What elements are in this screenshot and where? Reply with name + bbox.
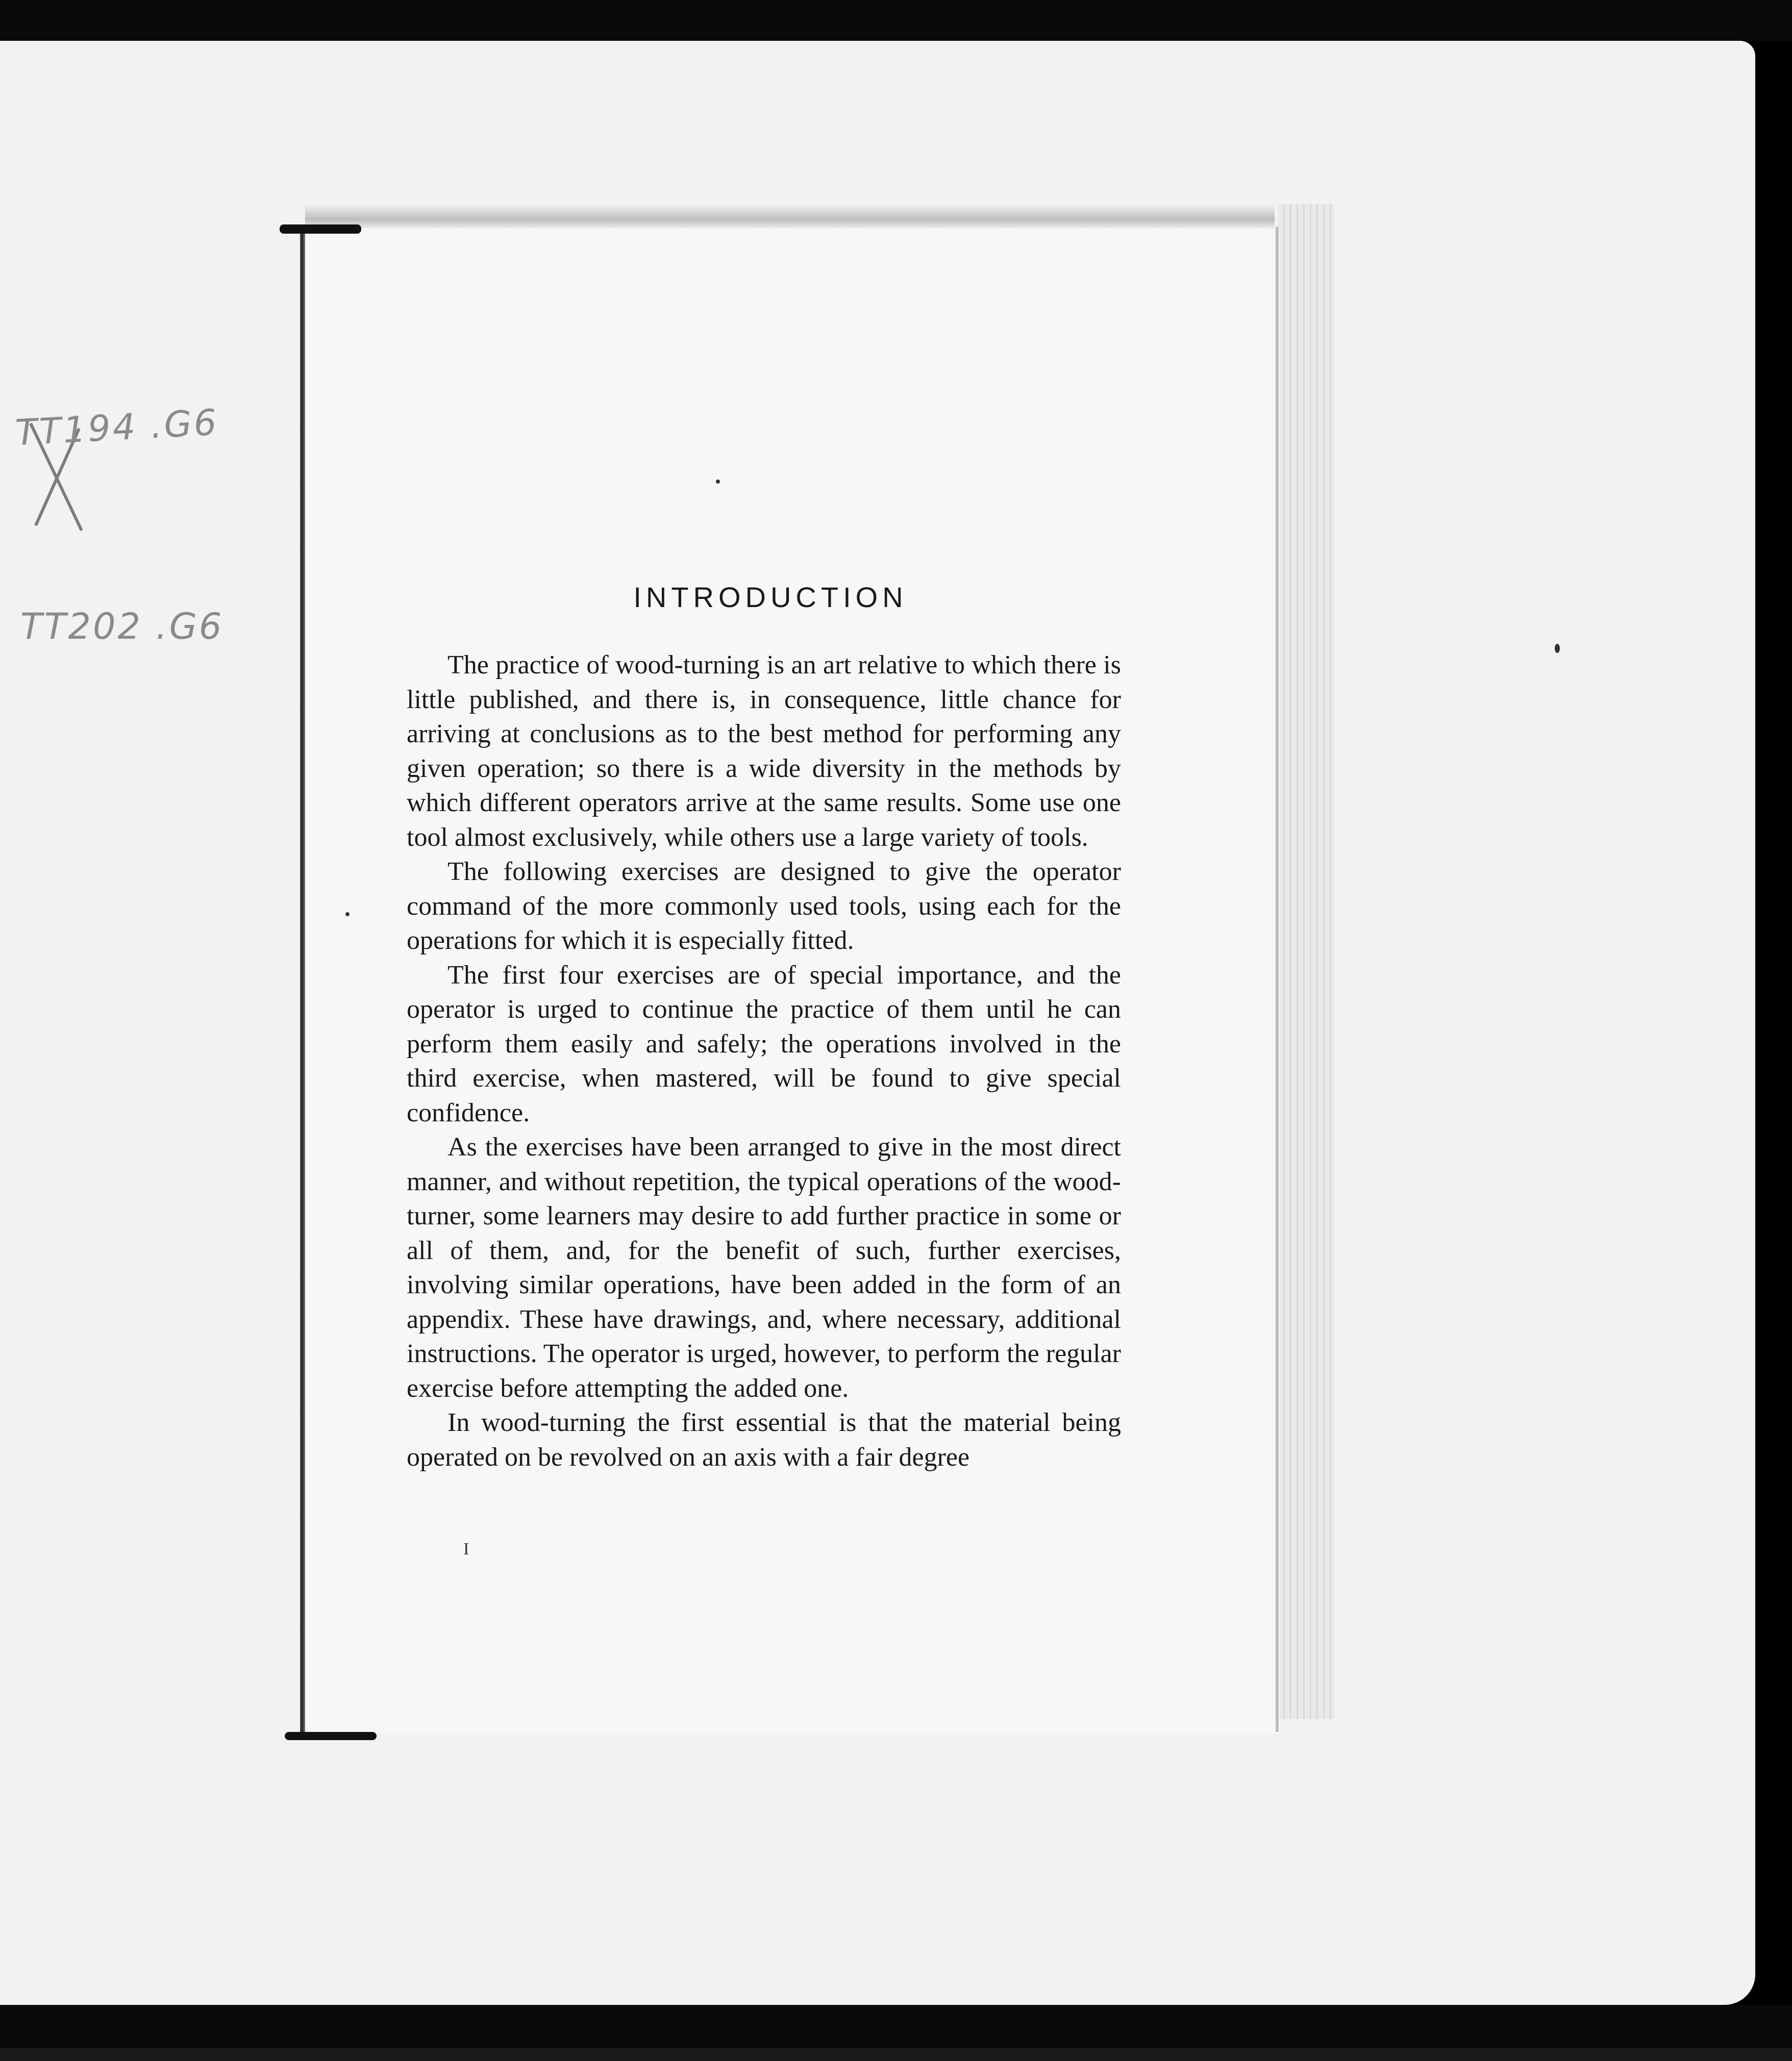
book-top-edge <box>305 204 1275 230</box>
spine-cap-bottom <box>285 1732 377 1740</box>
paragraph: The practice of wood-turning is an art relative to which there is little published, and there is, in consequence, little chance for arriving at conclusions as to the best method for performing any given operation; so there is a wide diversity in the methods by which different operators arrive at the same results. Some use one tool almost exclusively, while others use a large variety of tools. <box>407 650 1121 852</box>
book-spine <box>300 230 305 1735</box>
body-text <box>407 648 1121 1474</box>
page-title: INTRODUCTION <box>633 581 908 613</box>
spine-cap-top <box>280 224 361 234</box>
dust-speck <box>716 480 720 484</box>
paragraph: The first four exercises are of special importance, and the operator is urged to continue the practice of them until he can perform them easily and safely; the operations involved in the third exercise, when mastered, will be found to give special confidence. <box>407 960 1121 1127</box>
scan-bottom-strip <box>0 2048 1792 2061</box>
dust-speck <box>1555 644 1560 653</box>
scan-top-border <box>0 0 1792 41</box>
book-page-edges <box>1278 204 1334 1719</box>
page-number: I <box>463 1540 469 1559</box>
paragraph: As the exercises have been arranged to give in the most direct manner, and without repetition, the typical operations of the wood-turner, some learners may desire to add further practice in some or all of them, and, for the benefit of such, further exercises, involving similar operations, have been added in the form of an appendix. These have drawings, and, where necessary, additional instructions. The operator is urged, however, to perform the regular exercise before attempting the added one. <box>407 1133 1121 1403</box>
paragraph: The following exercises are designed to give the operator command of the more commonly used tools, using each for the operations for which it is especially fitted. <box>407 857 1121 955</box>
dust-speck <box>345 912 350 916</box>
page-edge-shadow <box>1276 227 1279 1732</box>
paragraph: In wood-turning the first essential is that the material being operated on be revolved on an axis with a fair degree <box>407 1408 1121 1472</box>
handwritten-call-number-1: TT194 .G6 <box>14 401 220 454</box>
handwritten-call-number-2: TT202 .G6 <box>20 606 224 647</box>
